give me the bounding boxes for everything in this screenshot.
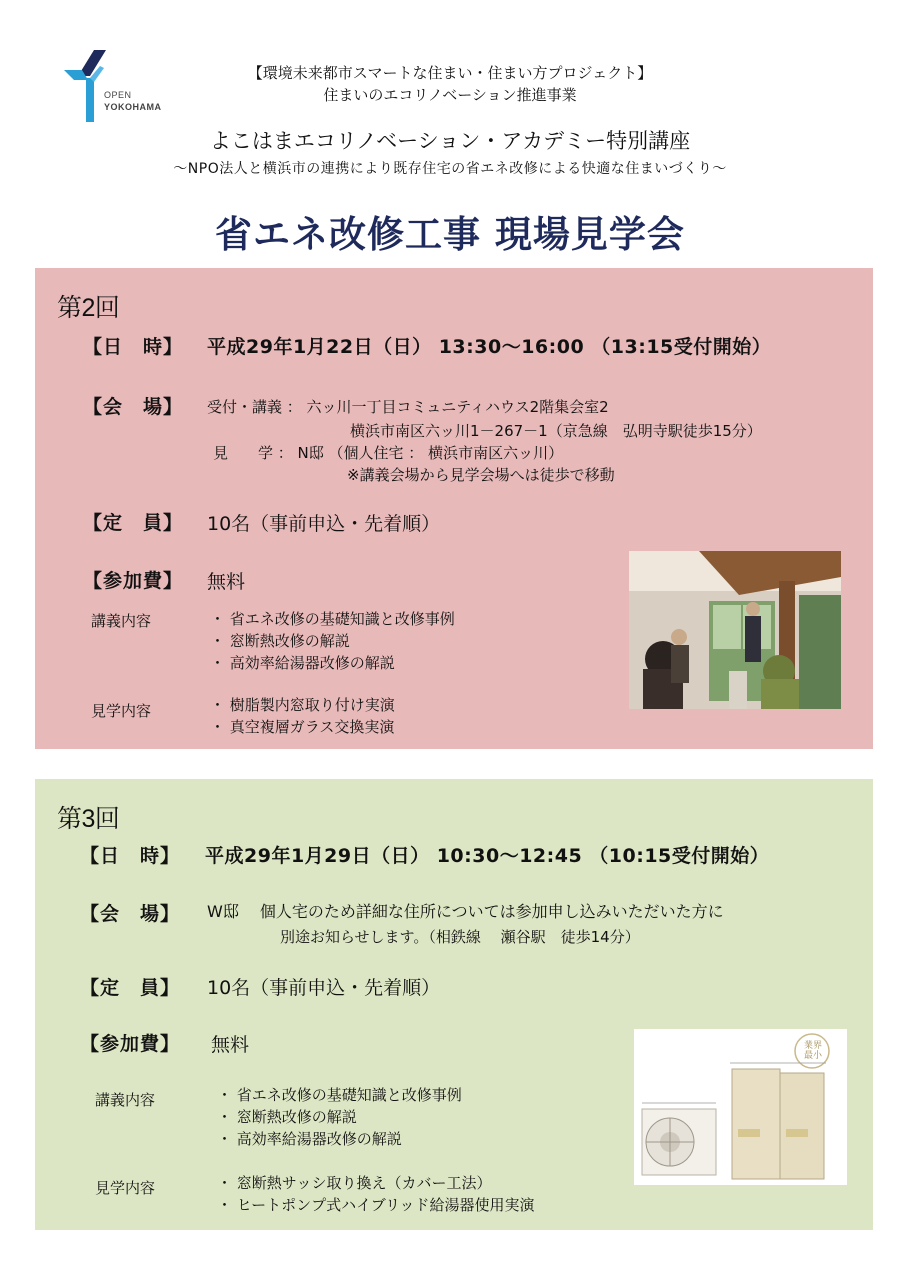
session3-tour-item: ・ 窓断熱サッシ取り換え（カバー工法） — [217, 1174, 492, 1192]
logo-text-yokohama: YOKOHAMA — [104, 102, 162, 112]
session2-venue-line4: ※講義会場から見学会場へは徒歩で移動 — [347, 466, 615, 484]
session2-venue-line2: 横浜市南区六ッ川1－267－1（京急線 弘明寺駅徒歩15分） — [350, 422, 762, 440]
academy-subtitle: ～NPO法人と横浜市の連携により既存住宅の省エネ改修による快適な住まいづくり～ — [173, 161, 727, 177]
session2-tour-item: ・ 真空複層ガラス交換実演 — [210, 718, 395, 736]
logo-text-open: OPEN — [104, 90, 132, 100]
session2-round: 第2回 — [57, 294, 120, 322]
session2-fee-value: 無料 — [207, 571, 246, 593]
session2-tour-item: ・ 樹脂製内窓取り付け実演 — [210, 696, 395, 714]
page-title: 省エネ改修工事 現場見学会 — [215, 213, 685, 256]
session2-venue-line1: 受付・講義 ： 六ッ川一丁目コミュニティハウス2階集会室2 — [207, 398, 609, 416]
program-line: 住まいのエコリノベーション推進事業 — [323, 86, 577, 104]
session3-lecture-label: 講義内容 — [95, 1091, 156, 1109]
session2-panel — [35, 268, 873, 749]
session2-capacity-label: 【定 員】 — [83, 512, 184, 534]
academy-title: よこはまエコリノベーション・アカデミー特別講座 — [209, 129, 691, 153]
session2-lecture-label: 講義内容 — [91, 612, 152, 630]
smallest-badge: 業界最小 — [803, 1041, 822, 1061]
session2-date-value: 平成29年1月22日（日） 13:30～16:00 （13:15受付開始） — [207, 336, 772, 358]
project-line: 【環境未来都市スマートな住まい・住まい方プロジェクト】 — [247, 64, 653, 82]
session2-fee-label: 【参加費】 — [83, 570, 184, 592]
renovation-site-photo — [629, 551, 841, 709]
session2-venue-line3: 見 学 ： N邸 （個人住宅 ： 横浜市南区六ッ川） — [213, 444, 564, 462]
session2-lecture-item: ・ 高効率給湯器改修の解説 — [210, 654, 395, 672]
session3-date-value: 平成29年1月29日（日） 10:30～12:45 （10:15受付開始） — [205, 845, 770, 867]
session3-lecture-item: ・ 高効率給湯器改修の解説 — [217, 1130, 402, 1148]
session3-venue-line1: W邸 個人宅のため詳細な住所については参加申し込みいただいた方に — [207, 902, 724, 921]
session3-panel — [35, 779, 873, 1230]
session3-capacity-label: 【定 員】 — [80, 977, 181, 999]
session2-lecture-item: ・ 窓断熱改修の解説 — [210, 632, 350, 650]
session3-date-label: 【日 時】 — [80, 845, 181, 867]
session3-round: 第3回 — [57, 805, 120, 833]
session3-venue-line2: 別途お知らせします。（相鉄線 瀬谷駅 徒歩14分） — [280, 928, 640, 946]
session3-venue-label: 【会 場】 — [80, 903, 181, 925]
session3-lecture-item: ・ 省エネ改修の基礎知識と改修事例 — [217, 1086, 462, 1104]
session3-capacity-value: 10名（事前申込・先着順） — [207, 977, 441, 999]
session3-tour-item: ・ ヒートポンプ式ハイブリッド給湯器使用実演 — [217, 1196, 535, 1214]
session2-date-label: 【日 時】 — [83, 336, 184, 358]
session2-venue-label: 【会 場】 — [83, 396, 184, 418]
session2-capacity-value: 10名（事前申込・先着順） — [207, 513, 441, 535]
session3-tour-label: 見学内容 — [95, 1179, 156, 1197]
hybrid-water-heater-image — [634, 1029, 847, 1185]
session2-lecture-item: ・ 省エネ改修の基礎知識と改修事例 — [210, 610, 455, 628]
session2-tour-label: 見学内容 — [91, 702, 152, 720]
session3-lecture-item: ・ 窓断熱改修の解説 — [217, 1108, 357, 1126]
session3-fee-value: 無料 — [211, 1034, 250, 1056]
session3-fee-label: 【参加費】 — [80, 1033, 181, 1055]
